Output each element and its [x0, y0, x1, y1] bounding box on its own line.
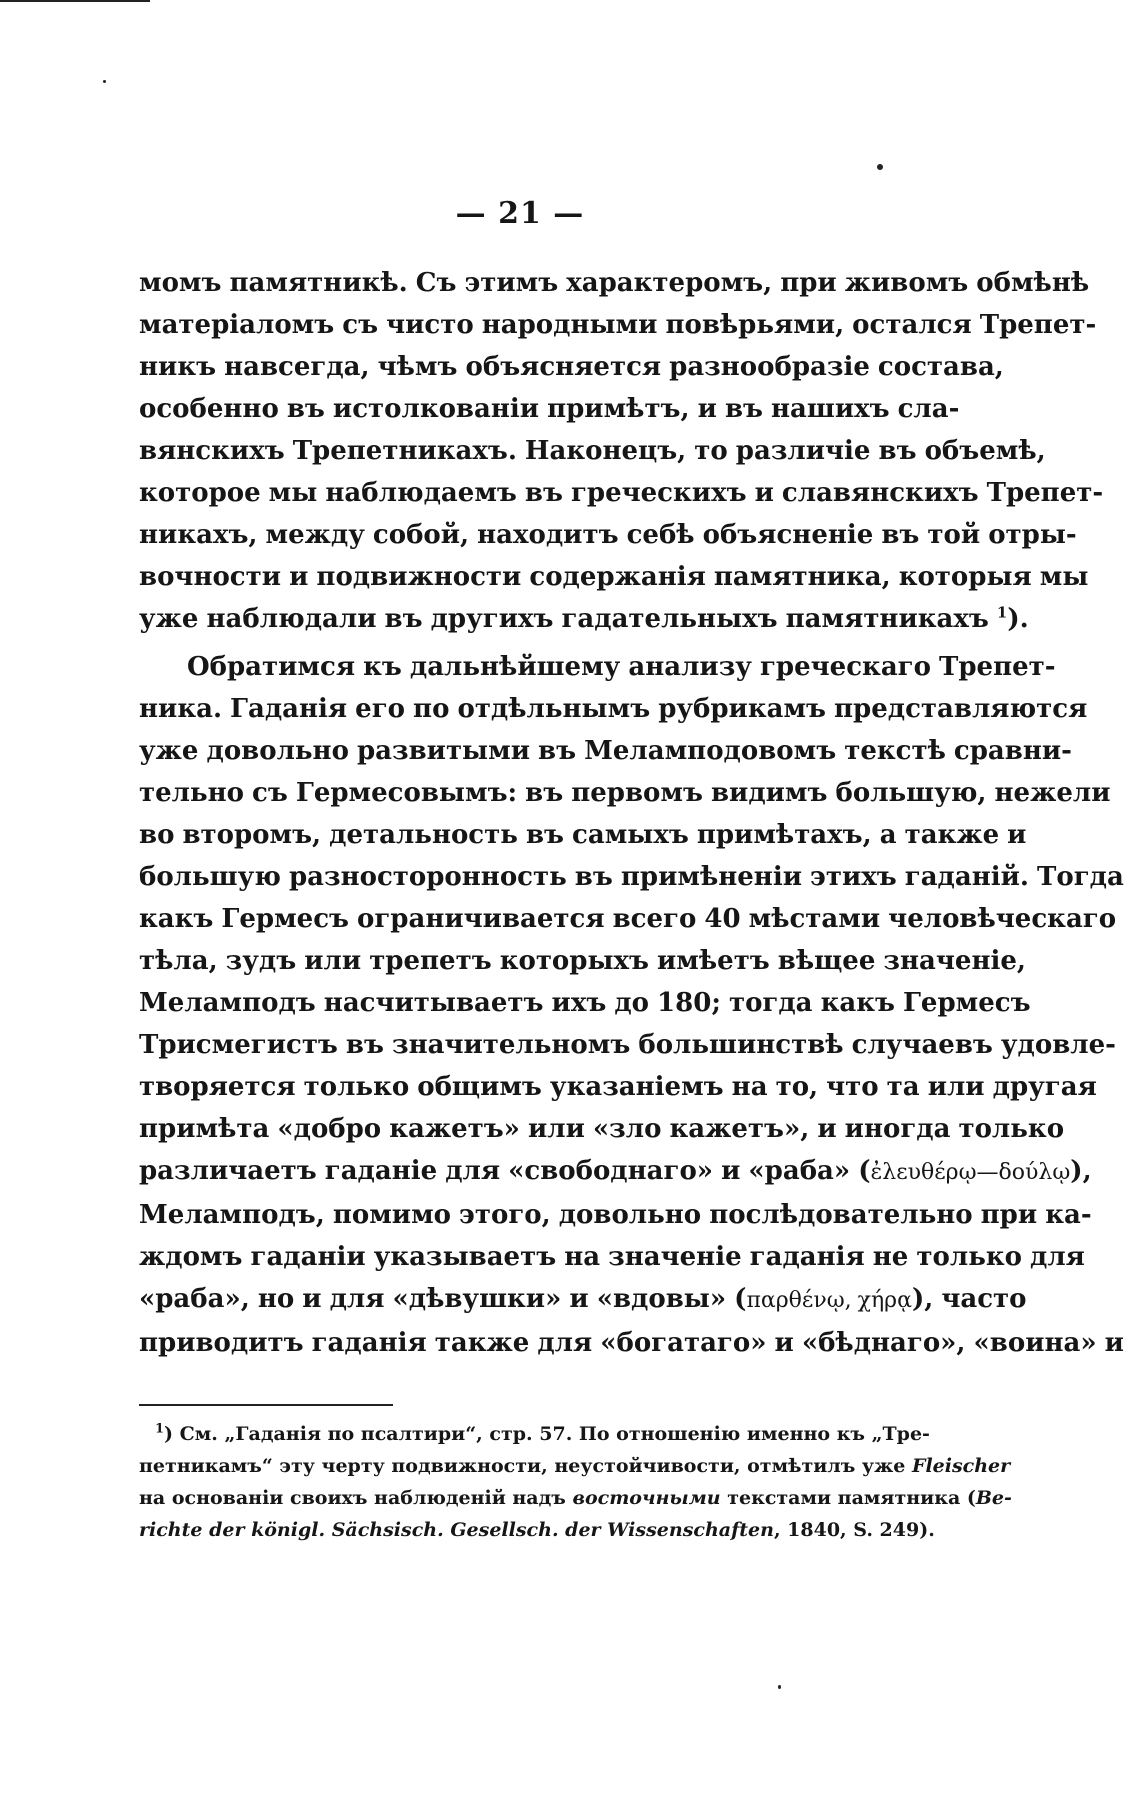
text-line	[139, 1150, 1092, 1194]
italic-text: richte der königl. Sächsisch. Gesellsch. der Wissenschaften	[139, 1519, 774, 1541]
text-segment: текстами памятника (	[720, 1487, 976, 1509]
text-segment: , 1840, S. 249).	[773, 1519, 935, 1541]
text-segment: «раба», но и для «дѣвушки» и «вдовы» (	[139, 1284, 747, 1314]
text-line: уже довольно развитыми въ Меламподовомъ текстѣ сравни-	[139, 736, 1072, 766]
text-line: особенно въ истолкованіи примѣтъ, и въ нашихъ сла-	[139, 394, 960, 424]
text-segment: на основаніи своихъ наблюденій надъ	[139, 1487, 573, 1509]
text-segment: петникамъ“ эту черту подвижности, неустойчивости, отмѣтилъ уже	[139, 1455, 912, 1477]
body-text	[139, 262, 1124, 1364]
text-line: момъ памятникѣ. Съ этимъ характеромъ, при живомъ обмѣнѣ	[139, 268, 1090, 298]
italic-text: восточными	[572, 1487, 721, 1509]
greek-text: παρθένῳ, χήρᾳ	[746, 1288, 912, 1313]
text-segment: различаетъ гаданіе для «свободнаго» и «раба» (	[139, 1156, 871, 1186]
text-line: приводитъ гаданія также для «богатаго» и «бѣднаго», «воина» и	[139, 1328, 1124, 1358]
text-segment: ) См. „Гаданія по псалтири“, стр. 57. По отношенію именно къ „Тре-	[164, 1423, 930, 1445]
greek-text: ἐλευθέρῳ—δούλῳ	[870, 1160, 1071, 1185]
footnote-line	[139, 1450, 1011, 1482]
footnote-rule	[139, 1404, 393, 1406]
footnote	[139, 1418, 1012, 1546]
footnote-line	[139, 1418, 930, 1450]
text-line: тѣла, зудъ или трепетъ которыхъ имѣетъ вѣщее значеніе,	[139, 946, 1026, 976]
text-line: тельно съ Гермесовымъ: въ первомъ видимъ большую, нежели	[139, 778, 1111, 808]
text-line: Обратимся къ дальнѣйшему анализу греческаго Трепет-	[187, 652, 1056, 682]
text-line: вянскихъ Трепетникахъ. Наконецъ, то различіе въ объемѣ,	[139, 436, 1046, 466]
footnote-line	[139, 1514, 935, 1546]
speck-mark	[103, 80, 106, 83]
text-line: большую разносторонность въ примѣненіи этихъ гаданій. Тогда	[139, 862, 1124, 892]
text-line: какъ Гермесъ ограничивается всего 40 мѣстами человѣческаго	[139, 904, 1117, 934]
text-line: примѣта «добро кажетъ» или «зло кажетъ», и иногда только	[139, 1114, 1065, 1144]
speck-mark	[877, 164, 883, 170]
text-line: вочности и подвижности содержанія памятника, которыя мы	[139, 562, 1089, 592]
text-line: никахъ, между собой, находитъ себѣ объясненіе въ той отры-	[139, 520, 1077, 550]
footnote-reference: 1	[996, 603, 1008, 622]
text-line: которое мы наблюдаемъ въ греческихъ и славянскихъ Трепет-	[139, 478, 1104, 508]
text-line: Трисмегистъ въ значительномъ большинствѣ случаевъ удовле-	[139, 1030, 1116, 1060]
page-number: — 21 —	[455, 196, 585, 231]
text-line: ждомъ гаданіи указываетъ на значеніе гаданія не только для	[139, 1242, 1085, 1272]
text-line	[139, 1278, 1027, 1322]
top-rule	[0, 0, 150, 2]
text-line: творяется только общимъ указаніемъ на то, что та или другая	[139, 1072, 1097, 1102]
speck-mark	[778, 1685, 781, 1689]
text-line: ника. Гаданія его по отдѣльнымъ рубрикамъ представляются	[139, 694, 1088, 724]
text-line: никъ навсегда, чѣмъ объясняется разнообразіе состава,	[139, 352, 1004, 382]
text-line: Меламподъ, помимо этого, довольно послѣдовательно при ка-	[139, 1200, 1092, 1230]
text-line: матеріаломъ съ чисто народными повѣрьями, остался Трепет-	[139, 310, 1097, 340]
text-segment: уже наблюдали въ другихъ гадательныхъ памятникахъ	[139, 604, 997, 634]
italic-text: Be-	[975, 1487, 1012, 1509]
text-line: во второмъ, детальность въ самыхъ примѣтахъ, а также и	[139, 820, 1027, 850]
footnote-mark: 1	[155, 1421, 165, 1437]
text-segment: ).	[1007, 604, 1029, 634]
text-segment: ),	[1070, 1156, 1092, 1186]
italic-text: Fleischer	[911, 1455, 1011, 1477]
text-line: Меламподъ насчитываетъ ихъ до 180; тогда какъ Гермесъ	[139, 988, 1031, 1018]
footnote-line	[139, 1482, 1012, 1514]
text-segment: ), часто	[911, 1284, 1027, 1314]
text-line	[139, 598, 1029, 640]
